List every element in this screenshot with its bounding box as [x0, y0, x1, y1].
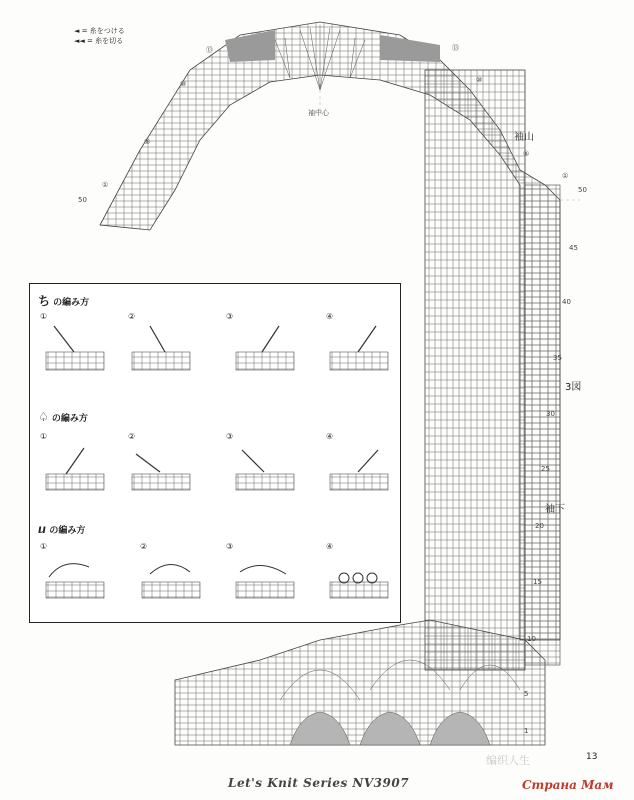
stitch-symbol-3: ⴎ	[38, 522, 47, 536]
shaded-right	[380, 35, 440, 62]
round-5-right: ⑤	[523, 150, 530, 158]
sleeve-strip	[425, 70, 525, 670]
round-50-left: 50	[78, 196, 87, 204]
row1-step3: ③	[226, 312, 234, 321]
row3-step2: ②	[140, 542, 148, 551]
section-1-title: ち の編み方	[38, 294, 90, 308]
label-sleeve-cap: 袖山	[514, 132, 534, 143]
stitch-symbol-2: ♤	[38, 410, 49, 424]
illustration-1-3	[234, 324, 296, 374]
series-footer: Let's Knit Series NV3907	[228, 776, 410, 790]
row1-step4: ④	[326, 312, 334, 321]
row1-step1: ①	[40, 312, 48, 321]
watermark-site: Страна Мам	[522, 778, 614, 792]
illustration-2-4	[328, 444, 390, 494]
label-center: 袖中心	[308, 109, 329, 117]
stitch-instructions-box	[29, 283, 401, 623]
label-figure: 3図	[565, 382, 582, 393]
row2-step2: ②	[128, 432, 136, 441]
section-3-title: ⴎ の編み方	[38, 522, 86, 536]
illustration-1-4	[328, 324, 390, 374]
illustration-3-1	[44, 552, 106, 602]
round-25: 25	[541, 465, 550, 473]
cuff-fans	[290, 712, 490, 745]
row2-step3: ③	[226, 432, 234, 441]
round-45: 45	[569, 244, 578, 252]
illustration-2-1	[44, 444, 106, 494]
row2-step1: ①	[40, 432, 48, 441]
row2-step4: ④	[326, 432, 334, 441]
page-number: 13	[586, 752, 598, 762]
round-40: 40	[562, 298, 571, 306]
row3-step4: ④	[326, 542, 334, 551]
row1-step2: ②	[128, 312, 136, 321]
illustration-1-2	[130, 324, 192, 374]
round-35: 35	[553, 354, 562, 362]
row3-step1: ①	[40, 542, 48, 551]
legend-attach: ◄ = 糸をつける	[74, 27, 125, 35]
round-5-left: ⑤	[144, 138, 151, 146]
round-13-right: ⑬	[452, 44, 459, 52]
round-1-left: ①	[102, 181, 109, 189]
legend-cut: ◄◄ = 糸を切る	[74, 37, 124, 45]
illustration-2-3	[234, 444, 296, 494]
round-10-lower: 10	[527, 635, 536, 643]
round-15: 15	[533, 578, 542, 586]
illustration-3-2	[140, 552, 202, 602]
round-50-right: 50	[578, 186, 587, 194]
round-1-lower: 1	[524, 727, 529, 735]
illustration-2-2	[130, 444, 192, 494]
round-5-lower: 5	[524, 690, 529, 698]
round-30: 30	[546, 410, 555, 418]
cuff-body	[175, 620, 545, 745]
round-10-right: ⑩	[476, 76, 483, 84]
round-1-right: ①	[562, 172, 569, 180]
illustration-3-4	[328, 552, 390, 602]
round-10-left: ⑩	[180, 80, 187, 88]
legend	[74, 26, 125, 46]
row3-step3: ③	[226, 542, 234, 551]
label-underarm: 袖下	[545, 504, 565, 515]
watermark-cn: 编织人生	[486, 754, 530, 767]
sleeve-strip-right	[525, 185, 560, 665]
stitch-symbol-1: ち	[38, 294, 51, 308]
round-20: 20	[535, 522, 544, 530]
illustration-1-1	[44, 324, 106, 374]
illustration-3-3	[234, 552, 296, 602]
round-13-left: ⑬	[206, 46, 213, 54]
section-2-title: ♤ の編み方	[38, 410, 88, 424]
